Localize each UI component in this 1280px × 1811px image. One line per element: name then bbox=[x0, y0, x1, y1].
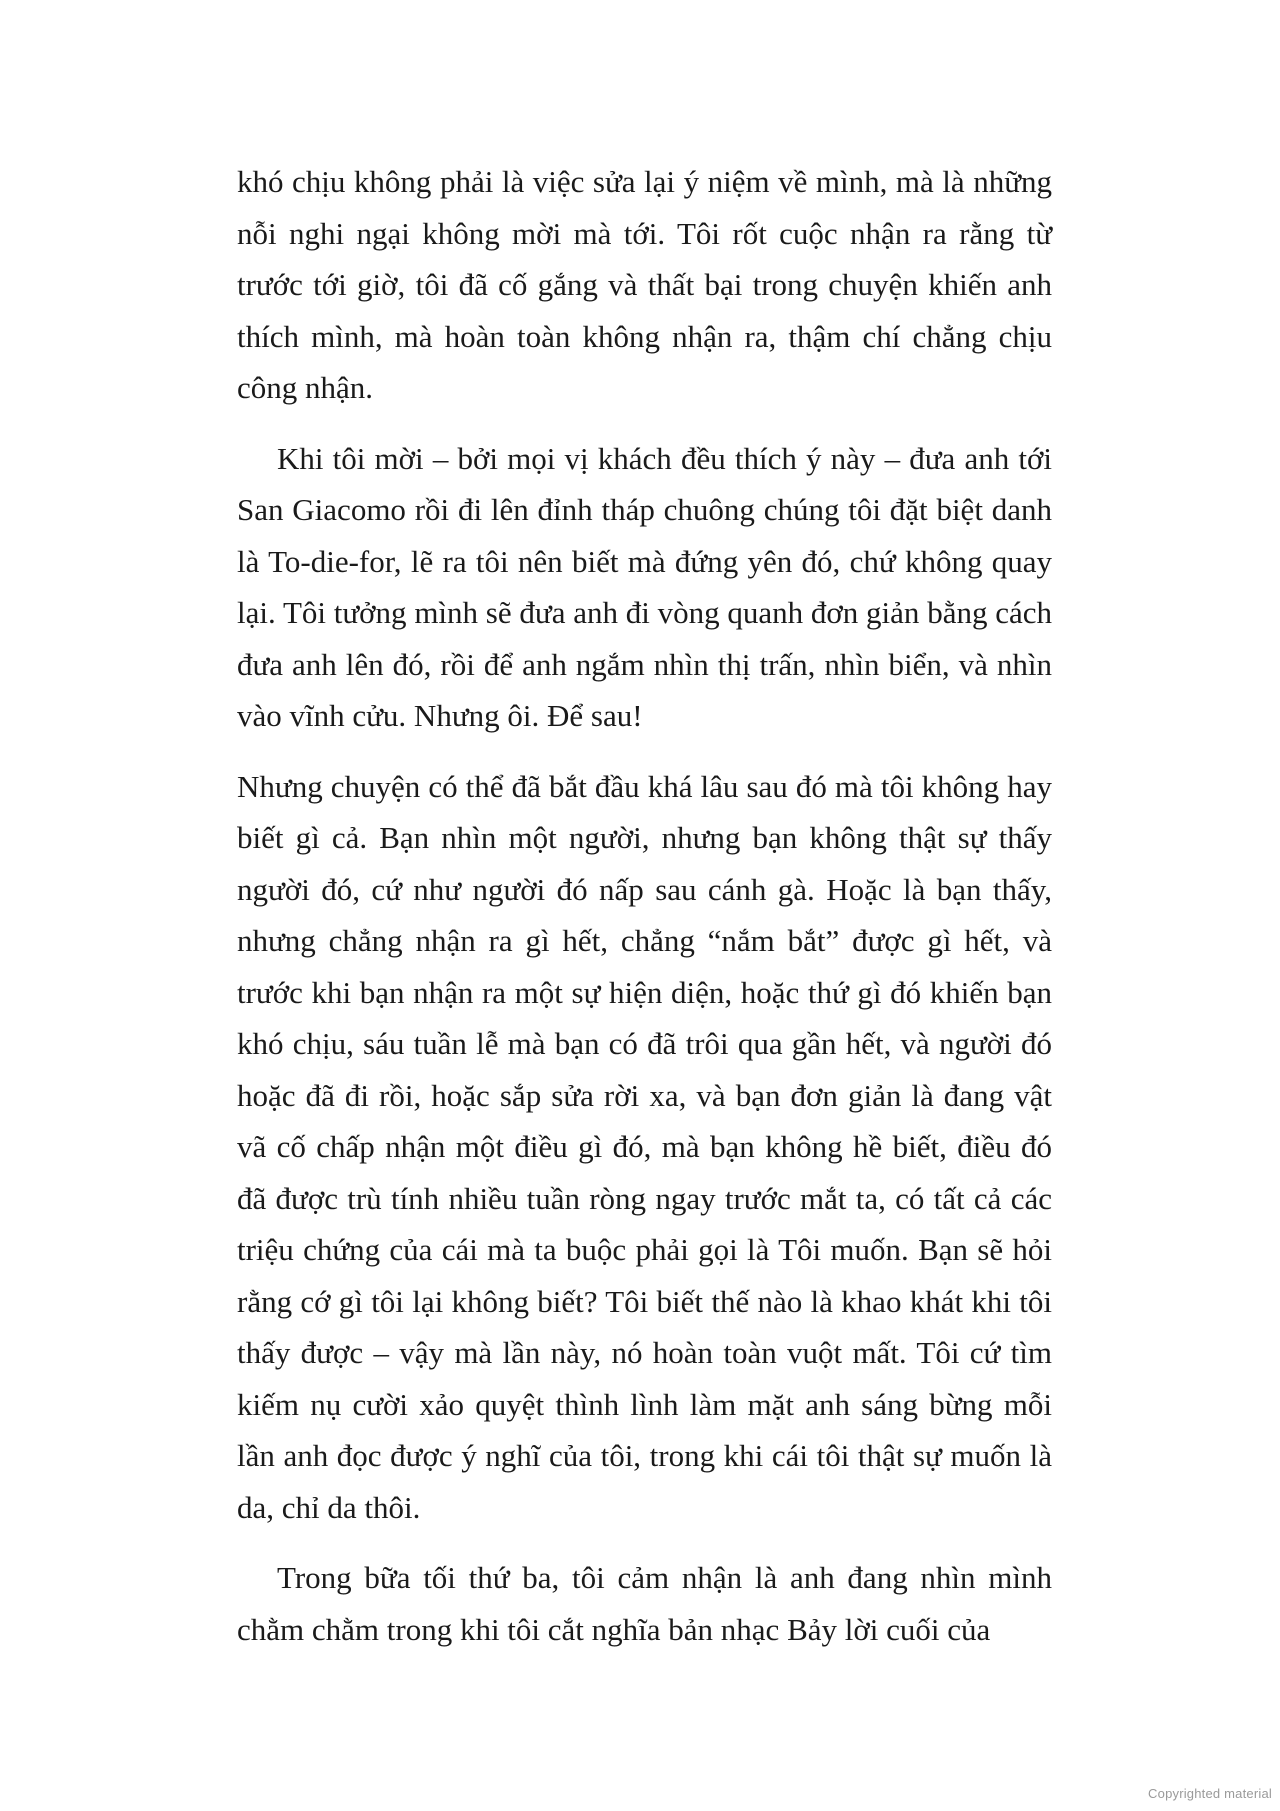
paragraph-3: Nhưng chuyện có thể đã bắt đầu khá lâu sau đó mà tôi không hay biết gì cả. Bạn nhìn một người, nhưng bạn không thật sự thấy người đó, cứ như người đó nấp sau cánh gà. Hoặc là bạn thấy, nhưng chẳng nhận ra gì hết, chẳng “nắm bắt” được gì hết, và trước khi bạn nhận ra một sự hiện diện, hoặc thứ gì đó khiến bạn khó chịu, sáu tuần lễ mà bạn có đã trôi qua gần hết, và người đó hoặc đã đi rồi, hoặc sắp sửa rời xa, và bạn đơn giản là đang vật vã cố chấp nhận một điều gì đó, mà bạn không hề biết, điều đó đã được trù tính nhiều tuần ròng ngay trước mắt ta, có tất cả các triệu chứng của cái mà ta buộc phải gọi là Tôi muốn. Bạn sẽ hỏi rằng cớ gì tôi lại không biết? Tôi biết thế nào là khao khát khi tôi thấy được – vậy mà lần này, nó hoàn toàn vuột mất. Tôi cứ tìm kiếm nụ cười xảo quyệt thình lình làm mặt anh sáng bừng mỗi lần anh đọc được ý nghĩ của tôi, trong khi cái tôi thật sự muốn là da, chỉ da thôi. bbox=[237, 768, 1052, 1525]
paragraph-1: khó chịu không phải là việc sửa lại ý niệm về mình, mà là những nỗi nghi ngại không mời mà tới. Tôi rốt cuộc nhận ra rằng từ trước tới giờ, tôi đã cố gắng và thất bại trong chuyện khiến anh thích mình, mà hoàn toàn không nhận ra, thậm chí chẳng chịu công nhận. bbox=[237, 164, 1052, 405]
paragraph-2: Khi tôi mời – bởi mọi vị khách đều thích ý này – đưa anh tới San Giacomo rồi đi lên đỉnh tháp chuông chúng tôi đặt biệt danh là To-die-for, lẽ ra tôi nên biết mà đứng yên đó, chứ không quay lại. Tôi tưởng mình sẽ đưa anh đi vòng quanh đơn giản bằng cách đưa anh lên đó, rồi để anh ngắm nhìn thị trấn, nhìn biển, và nhìn vào vĩnh cửu. Nhưng ôi. Để sau! bbox=[237, 440, 1052, 733]
paragraph-4: Trong bữa tối thứ ba, tôi cảm nhận là anh đang nhìn mình chằm chằm trong khi tôi cắt nghĩa bản nhạc Bảy lời cuối của bbox=[237, 1560, 1052, 1647]
copyright-watermark: Copyrighted material bbox=[1148, 1786, 1272, 1801]
body-text bbox=[237, 156, 1052, 1655]
